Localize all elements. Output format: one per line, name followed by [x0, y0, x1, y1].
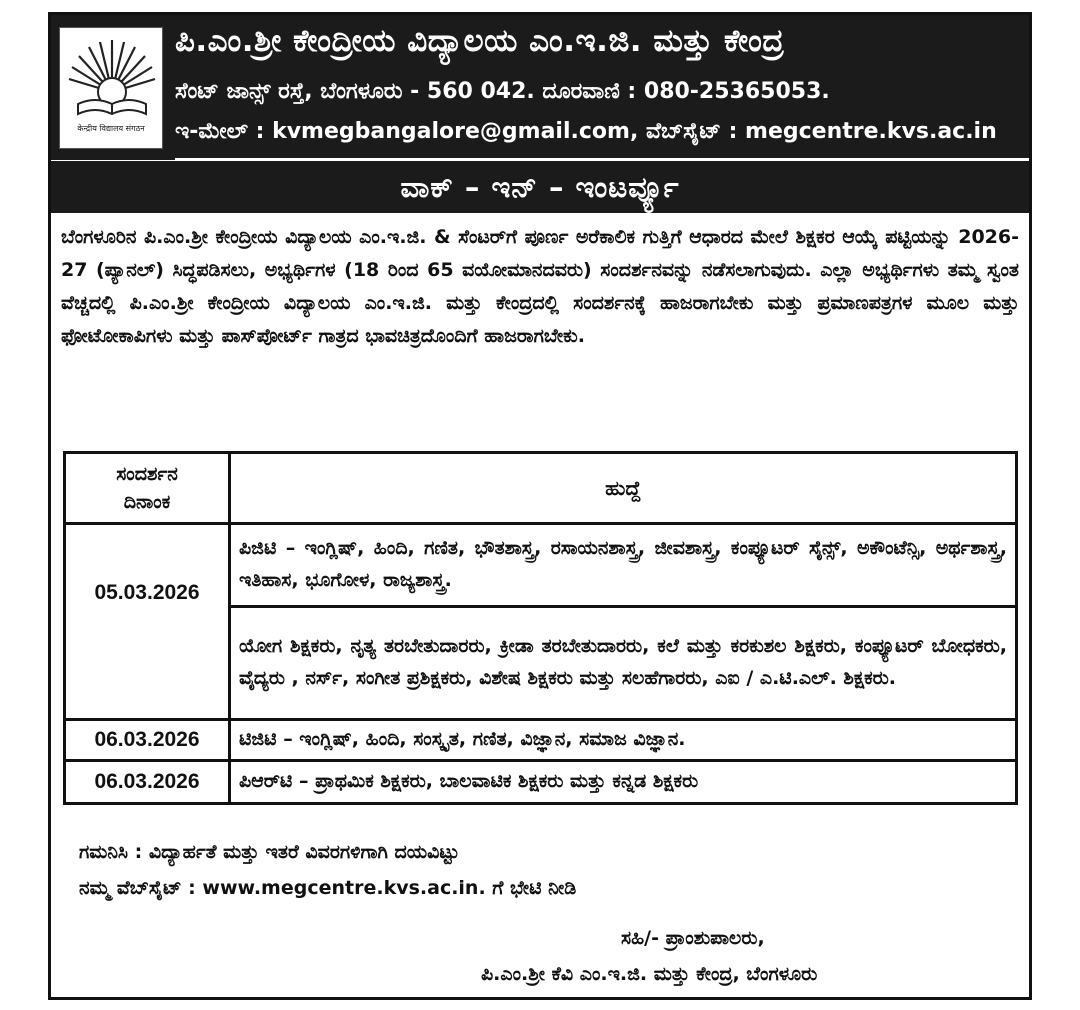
post-list: ಟಿಜಿಟಿ – ಇಂಗ್ಲಿಷ್, ಹಿಂದಿ, ಸಂಸ್ಕೃತ, ಗಣಿತ, ವಿಜ್ಞಾನ, ಸಮಾಜ ವಿಜ್ಞಾನ. — [230, 720, 1017, 761]
advertisement-frame — [48, 12, 1032, 1000]
school-contact: ಇ-ಮೇಲ್ : kvmegbangalore@gmail.com, ವೆಬ್‌ಸೈಟ್ : megcentre.kvs.ac.in — [175, 119, 997, 144]
header — [51, 15, 1029, 160]
table-row — [65, 720, 1017, 761]
post-list: ಪಿಜಿಟಿ – ಇಂಗ್ಲಿಷ್, ಹಿಂದಿ, ಗಣಿತ, ಭೌತಶಾಸ್ತ್ರ, ರಸಾಯನಶಾಸ್ತ್ರ, ಜೀವಶಾಸ್ತ್ರ, ಕಂಪ್ಯೂಟರ್ ಸೈನ್ಸ್, ಅಕೌಂಟೆನ್ಸಿ, ಅರ್ಥಶಾಸ್ತ್ರ, ಇತಿಹಾಸ, ಭೂಗೋಳ, ರಾಜ್ಯಶಾಸ್ತ್ರ. — [230, 524, 1017, 607]
signature-line1: ಸಹಿ/- ಪ್ರಾಂಶುಪಾಲರು, — [621, 927, 765, 949]
school-address: ಸೆಂಟ್ ಜಾನ್ಸ್ ರಸ್ತೆ, ಬೆಂಗಳೂರು - 560 042. ದೂರವಾಣಿ : 080-25365053. — [175, 79, 830, 104]
post-list: ಪಿಆರ್‌ಟಿ – ಪ್ರಾಥಮಿಕ ಶಿಕ್ಷಕರು, ಬಾಲವಾಟಿಕ ಶಿಕ್ಷಕರು ಮತ್ತು ಕನ್ನಡ ಶಿಕ್ಷಕರು — [230, 761, 1017, 804]
interview-date: 05.03.2026 — [65, 524, 230, 720]
column-header-date — [65, 453, 230, 524]
kvs-logo — [59, 27, 163, 149]
interview-date: 06.03.2026 — [65, 761, 230, 804]
intro-paragraph: ಬೆಂಗಳೂರಿನ ಪಿ.ಎಂ.ಶ್ರೀ ಕೇಂದ್ರೀಯ ವಿದ್ಯಾಲಯ ಎಂ.ಇ.ಜಿ. & ಸೆಂಟರ್‌ಗೆ ಪೂರ್ಣ ಅರೆಕಾಲಿಕ ಗುತ್ತಿಗೆ ಆಧಾರದ ಮೇಲೆ ಶಿಕ್ಷಕರ ಆಯ್ಕೆ ಪಟ್ಟಿಯನ್ನು 2026-27 (ಪ್ಯಾನಲ್) ಸಿದ್ಧಪಡಿಸಲು, ಅಭ್ಯರ್ಥಿಗಳ (18 ರಿಂದ 65 ವಯೋಮಾನದವರು) ಸಂದರ್ಶನವನ್ನು ನಡೆಸಲಾಗುವುದು. ಎಲ್ಲಾ ಅಭ್ಯರ್ಥಿಗಳು ತಮ್ಮ ಸ್ವಂತ ವೆಚ್ಚದಲ್ಲಿ ಪಿ.ಎಂ.ಶ್ರೀ ಕೇಂದ್ರೀಯ ವಿದ್ಯಾಲಯ ಎಂ.ಇ.ಜಿ. ಮತ್ತು ಕೇಂದ್ರದಲ್ಲಿ ಸಂದರ್ಶನಕ್ಕೆ ಹಾಜರಾಗಬೇಕು ಮತ್ತು ಪ್ರಮಾಣಪತ್ರಗಳ ಮೂಲ ಮತ್ತು ಫೋಟೋಕಾಪಿಗಳು ಮತ್ತು ಪಾಸ್‌ಪೋರ್ಟ್ ಗಾತ್ರದ ಭಾವಚಿತ್ರದೊಂದಿಗೆ ಹಾಜರಾಗಬೇಕು. — [61, 226, 1019, 347]
school-name: ಪಿ.ಎಂ.ಶ್ರೀ ಕೇಂದ್ರೀಯ ವಿದ್ಯಾಲಯ ಎಂ.ಇ.ಜಿ. ಮತ್ತು ಕೇಂದ್ರ — [175, 23, 785, 59]
sun-book-logo-icon — [64, 32, 160, 124]
signature-line2: ಪಿ.ಎಂ.ಶ್ರೀ ಕೆವಿ ಎಂ.ಇ.ಜಿ. ಮತ್ತು ಕೇಂದ್ರ, ಬೆಂಗಳೂರು — [481, 963, 818, 985]
interview-date: 06.03.2026 — [65, 720, 230, 761]
table-row — [65, 761, 1017, 804]
note-line1: ಗಮನಿಸಿ : ವಿದ್ಯಾರ್ಹತೆ ಮತ್ತು ಇತರೆ ವಿವರಗಳಿಗಾಗಿ ದಯವಿಟ್ಟು — [79, 841, 460, 863]
column-header-date-line1: ಸಂದರ್ಶನ — [116, 463, 178, 485]
column-header-date-line2: ದಿನಾಂಕ — [123, 491, 171, 513]
table-row — [65, 524, 1017, 607]
post-list: ಯೋಗ ಶಿಕ್ಷಕರು, ನೃತ್ಯ ತರಬೇತುದಾರರು, ಕ್ರೀಡಾ ತರಬೇತುದಾರರು, ಕಲೆ ಮತ್ತು ಕರಕುಶಲ ಶಿಕ್ಷಕರು, ಕಂಪ್ಯೂಟರ್ ಬೋಧಕರು, ವೈದ್ಯರು , ನರ್ಸ್, ಸಂಗೀತ ಪ್ರಶಿಕ್ಷಕರು, ವಿಶೇಷ ಶಿಕ್ಷಕರು ಮತ್ತು ಸಲಹೆಗಾರರು, ಎಐ / ಎ.ಟಿ.ಎಲ್. ಶಿಕ್ಷಕರು. — [230, 607, 1017, 720]
table-header-row — [65, 453, 1017, 524]
logo-caption: केन्द्रीय विद्यालय संगठन — [77, 124, 145, 133]
walk-in-banner: ವಾಕ್ – ಇನ್ – ಇಂಟರ್ವ್ಯೂ — [51, 161, 1029, 213]
interview-schedule-table — [63, 451, 1018, 805]
note-line2: ನಮ್ಮ ವೆಬ್‌ಸೈಟ್ : www.megcentre.kvs.ac.in. ಗೆ ಭೇಟಿ ನೀಡಿ — [79, 877, 577, 899]
column-header-post: ಹುದ್ದೆ — [230, 453, 1017, 524]
